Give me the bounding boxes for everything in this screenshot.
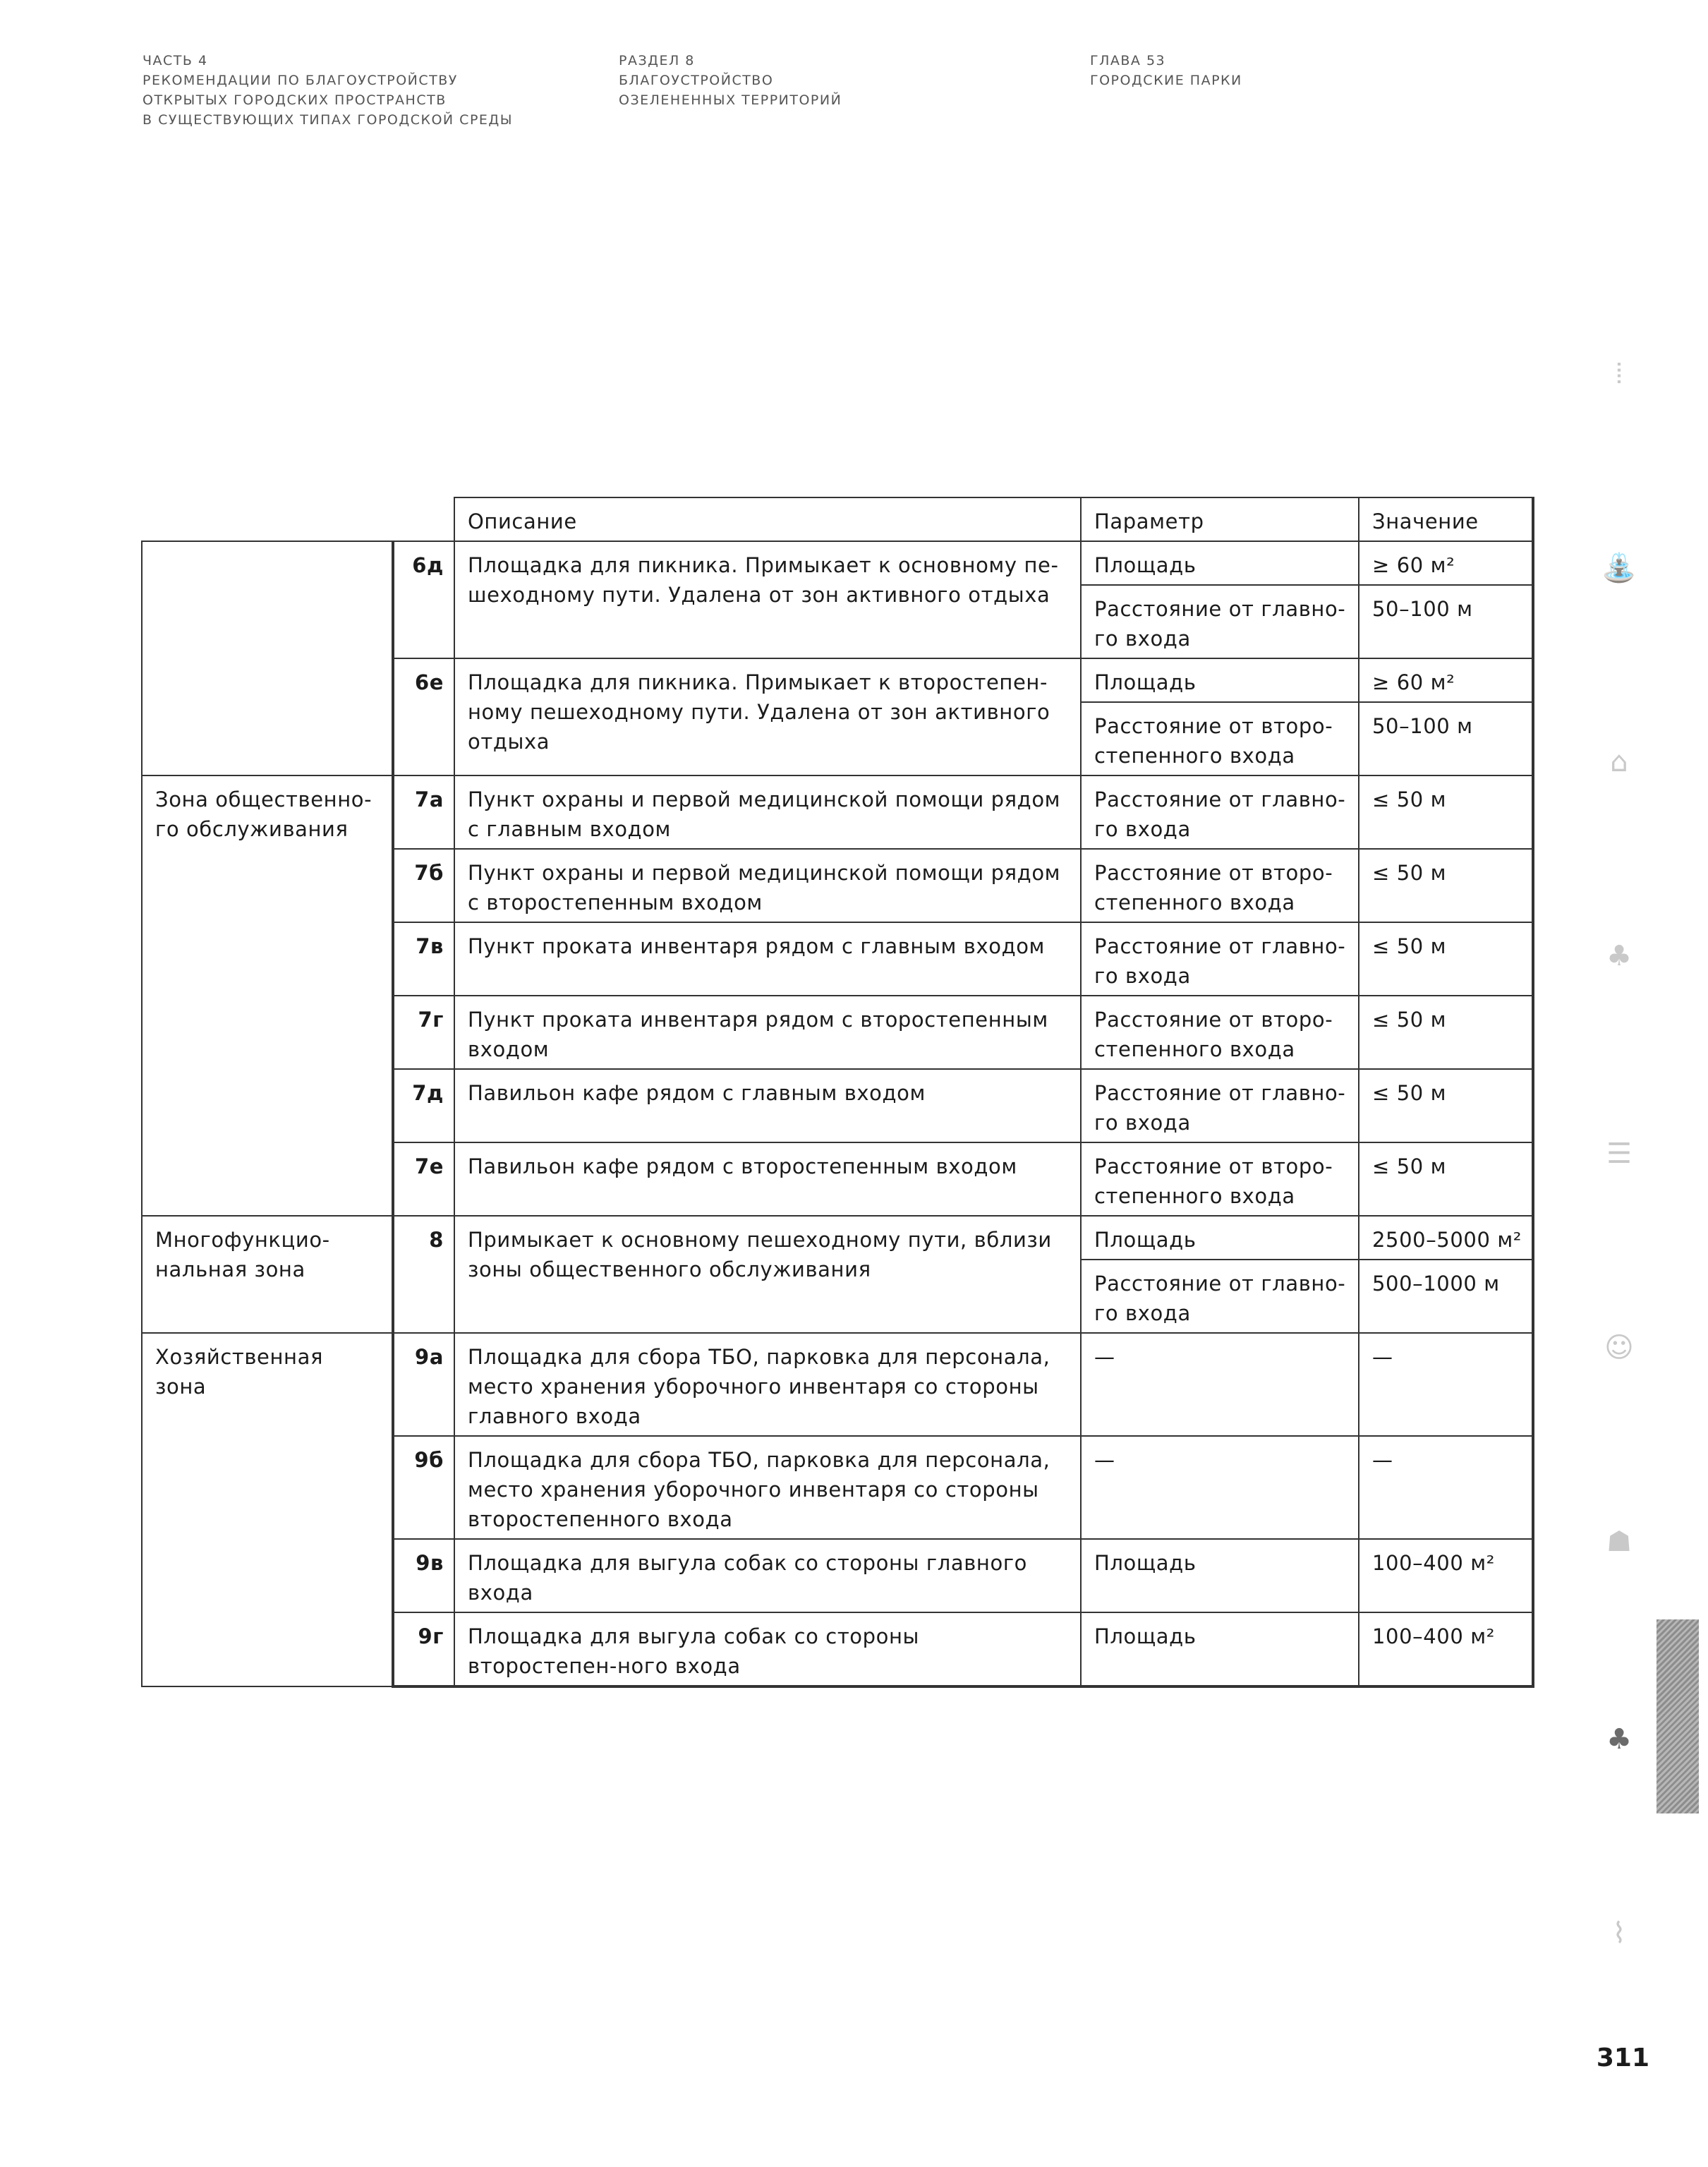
parameter-cell: Расстояние от главно-го входа [1081, 1260, 1359, 1333]
item-description: Примыкает к основному пешеходному пути, вблизи зоны общественного обслуживания [454, 1216, 1081, 1333]
table-row [142, 541, 1533, 585]
table-row [142, 1216, 1533, 1260]
item-description: Площадка для сбора ТБО, парковка для персонала, место хранения уборочного инвентаря со стороны главного входа [454, 1333, 1081, 1436]
value-cell: 2500–5000 м² [1359, 1216, 1533, 1260]
zone-cell: Зона общественно-го обслуживания [142, 775, 393, 1216]
parameter-cell: Расстояние от главно-го входа [1081, 1069, 1359, 1142]
item-code: 7а [393, 775, 454, 849]
parameter-cell: Площадь [1081, 1612, 1359, 1686]
value-cell: 50–100 м [1359, 702, 1533, 775]
item-code: 6е [393, 658, 454, 775]
item-code: 9б [393, 1436, 454, 1539]
parameter-cell: — [1081, 1436, 1359, 1539]
page-number: 311 [1596, 2044, 1649, 2072]
waterfront-icon[interactable]: ⌇ [1612, 1917, 1626, 1950]
header-chapter-line: ГЛАВА 53 [1090, 53, 1166, 68]
value-cell: ≤ 50 м [1359, 996, 1533, 1069]
header-part [143, 51, 513, 130]
item-code: 7е [393, 1142, 454, 1216]
header-chapter [1090, 51, 1242, 90]
item-description: Площадка для пикника. Примыкает к второстепен-ному пешеходному пути. Удалена от зон активного отдыха [454, 658, 1081, 775]
header-part-line: В СУЩЕСТВУЮЩИХ ТИПАХ ГОРОДСКОЙ СРЕДЫ [143, 112, 514, 128]
item-description: Пункт охраны и первой медицинской помощи рядом с второстепенным входом [454, 849, 1081, 922]
header-section-line: ОЗЕЛЕНЕННЫХ ТЕРРИТОРИЙ [619, 92, 842, 108]
header-part-line: ОТКРЫТЫХ ГОРОДСКИХ ПРОСТРАНСТВ [143, 92, 447, 108]
item-description: Пункт проката инвентаря рядом с второстепенным входом [454, 996, 1081, 1069]
value-cell: 100–400 м² [1359, 1539, 1533, 1612]
street-icon[interactable]: ☰ [1606, 1137, 1632, 1170]
value-cell: ≤ 50 м [1359, 1069, 1533, 1142]
value-cell: ≥ 60 м² [1359, 541, 1533, 585]
parameter-cell: Площадь [1081, 1539, 1359, 1612]
parameter-cell: Площадь [1081, 1216, 1359, 1260]
value-cell: 100–400 м² [1359, 1612, 1533, 1686]
gate-icon[interactable]: ⌂ [1610, 746, 1628, 778]
column-header-description: Описание [454, 497, 1081, 541]
zone-cell [142, 541, 393, 775]
header-part-line: ЧАСТЬ 4 [143, 53, 208, 68]
parameter-cell: Расстояние от главно-го входа [1081, 775, 1359, 849]
item-code: 9г [393, 1612, 454, 1686]
value-cell: ≤ 50 м [1359, 922, 1533, 996]
parameter-cell: Площадь [1081, 658, 1359, 702]
item-description: Площадка для пикника. Примыкает к основному пе-шеходному пути. Удалена от зон активного отдыха [454, 541, 1081, 658]
item-code: 6д [393, 541, 454, 658]
tree-icon[interactable]: ♣ [1606, 940, 1632, 972]
header-part-line: РЕКОМЕНДАЦИИ ПО БЛАГОУСТРОЙСТВУ [143, 73, 458, 88]
header-chapter-line: ГОРОДСКИЕ ПАРКИ [1090, 73, 1242, 88]
playground-icon[interactable]: ☺ [1604, 1332, 1634, 1364]
value-cell: ≤ 50 м [1359, 775, 1533, 849]
value-cell: ≤ 50 м [1359, 1142, 1533, 1216]
item-code: 9а [393, 1333, 454, 1436]
parameter-cell: — [1081, 1333, 1359, 1436]
value-cell: — [1359, 1333, 1533, 1436]
item-code: 7б [393, 849, 454, 922]
item-code: 7д [393, 1069, 454, 1142]
active-section-tab[interactable] [1656, 1619, 1699, 1813]
pavilion-icon[interactable]: ☗ [1606, 1526, 1632, 1558]
parameter-cell: Расстояние от второ-степенного входа [1081, 849, 1359, 922]
value-cell: — [1359, 1436, 1533, 1539]
column-header-parameter: Параметр [1081, 497, 1359, 541]
item-code: 8 [393, 1216, 454, 1333]
table-header-row [142, 497, 1533, 541]
fountain-icon[interactable]: ⛲ [1601, 552, 1637, 584]
item-code: 7в [393, 922, 454, 996]
parameter-cell: Расстояние от второ-степенного входа [1081, 996, 1359, 1069]
item-description: Пункт охраны и первой медицинской помощи рядом с главным входом [454, 775, 1081, 849]
table-body [142, 497, 1533, 1686]
parameters-table [141, 497, 1534, 1688]
building-icon[interactable]: ⦙ [1616, 358, 1623, 390]
value-cell: 500–1000 м [1359, 1260, 1533, 1333]
header-section-line: РАЗДЕЛ 8 [619, 53, 695, 68]
parameter-cell: Площадь [1081, 541, 1359, 585]
parameter-cell: Расстояние от главно-го входа [1081, 585, 1359, 658]
value-cell: ≥ 60 м² [1359, 658, 1533, 702]
header-section [619, 51, 842, 110]
table-row [142, 1333, 1533, 1436]
header-blank-cell [142, 497, 393, 541]
column-header-value: Значение [1359, 497, 1533, 541]
item-description: Пункт проката инвентаря рядом с главным входом [454, 922, 1081, 996]
item-code: 9в [393, 1539, 454, 1612]
parameter-cell: Расстояние от второ-степенного входа [1081, 1142, 1359, 1216]
item-description: Площадка для выгула собак со стороны главного входа [454, 1539, 1081, 1612]
parameter-cell: Расстояние от второ-степенного входа [1081, 702, 1359, 775]
item-code: 7г [393, 996, 454, 1069]
zone-cell: Многофункцио-нальная зона [142, 1216, 393, 1333]
header-section-line: БЛАГОУСТРОЙСТВО [619, 73, 774, 88]
item-description: Площадка для сбора ТБО, парковка для персонала, место хранения уборочного инвентаря со стороны второстепенного входа [454, 1436, 1081, 1539]
header-blank-cell [393, 497, 454, 541]
parameter-cell: Расстояние от главно-го входа [1081, 922, 1359, 996]
item-description: Павильон кафе рядом с второстепенным входом [454, 1142, 1081, 1216]
item-description: Площадка для выгула собак со стороны второстепен-ного входа [454, 1612, 1081, 1686]
item-description: Павильон кафе рядом с главным входом [454, 1069, 1081, 1142]
zone-cell: Хозяйственная зона [142, 1333, 393, 1686]
table-row [142, 775, 1533, 849]
park-tree-icon[interactable]: ♣ [1606, 1723, 1632, 1756]
value-cell: 50–100 м [1359, 585, 1533, 658]
value-cell: ≤ 50 м [1359, 849, 1533, 922]
